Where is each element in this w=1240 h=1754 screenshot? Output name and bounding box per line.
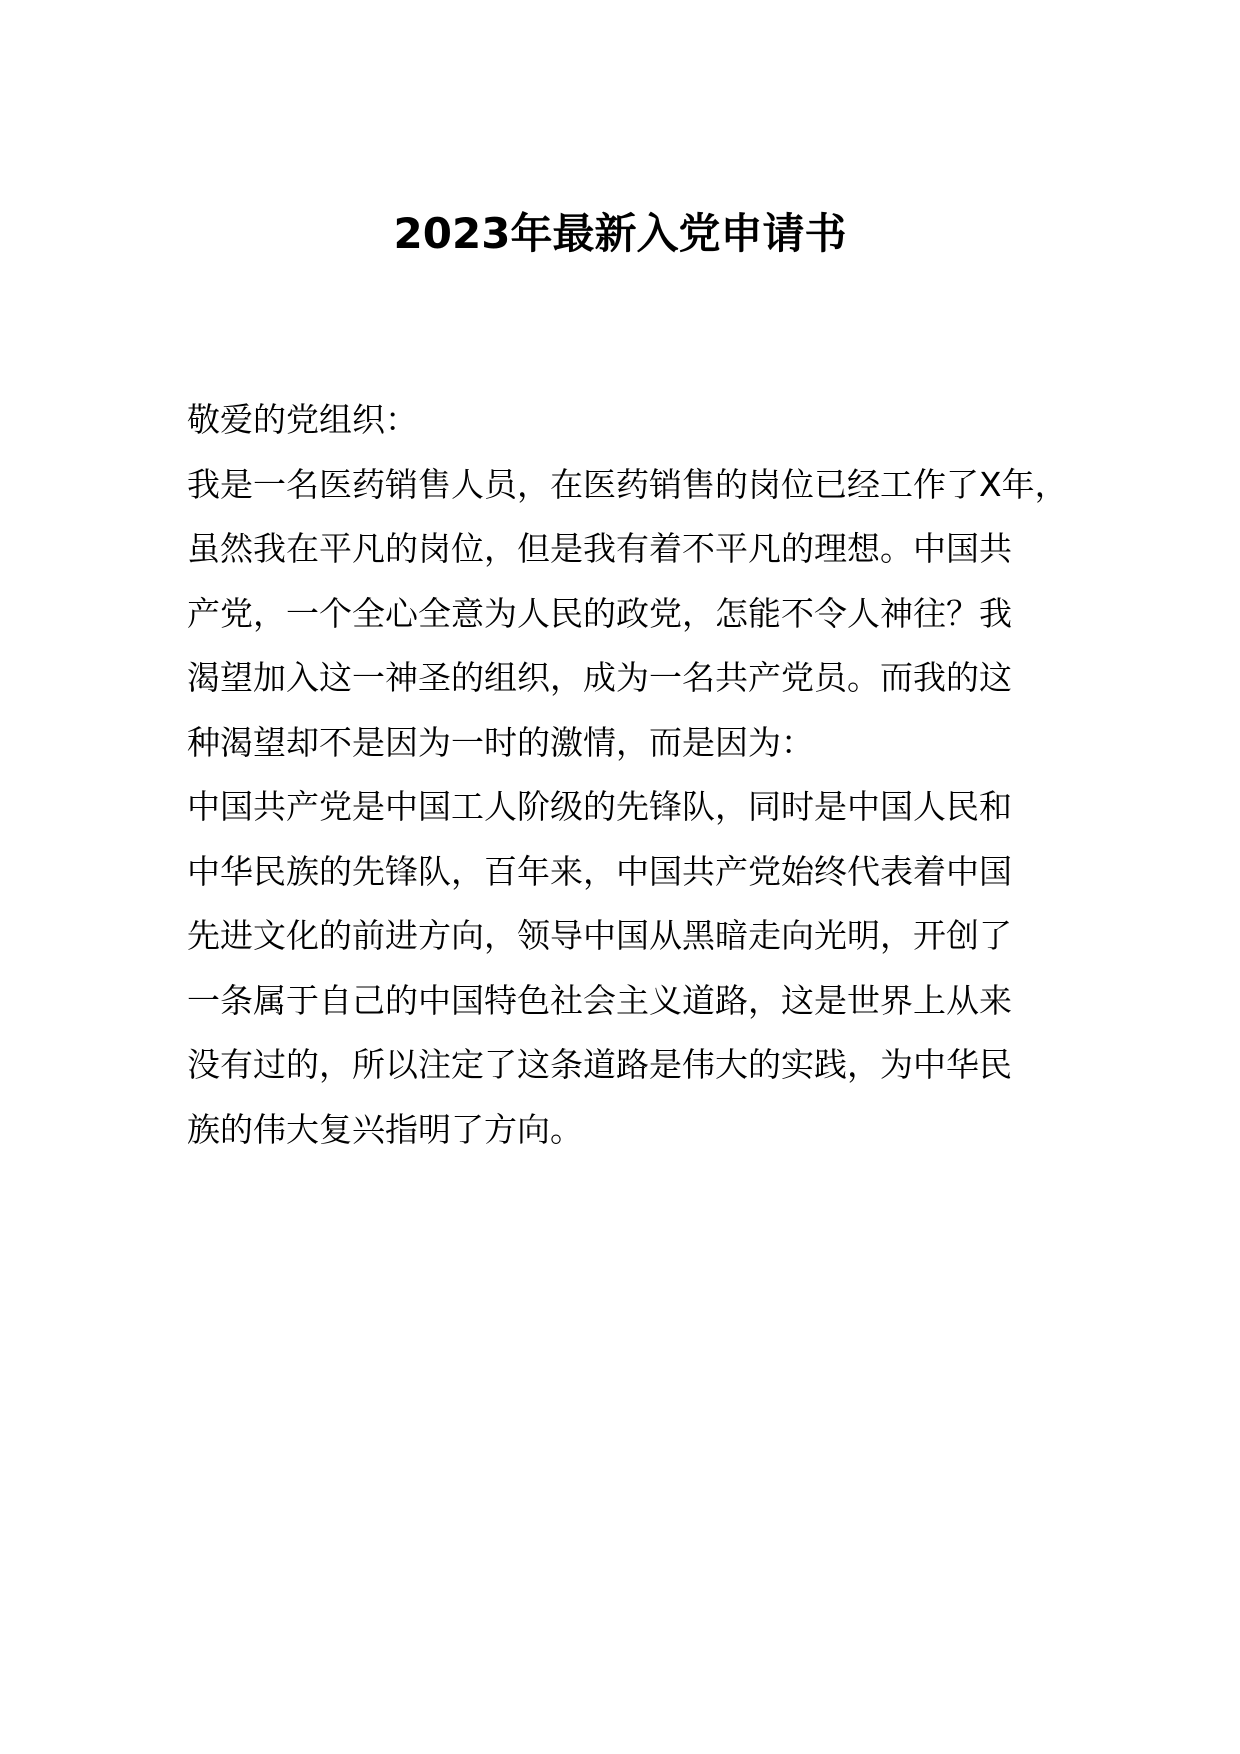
salutation: 敬爱的党组织： (187, 400, 418, 439)
document-title: 2023年最新入党申请书 (393, 209, 847, 258)
body-line: 我是一名医药销售人员，在医药销售的岗位已经工作了X年， (187, 464, 1068, 504)
body-line: 虽然我在平凡的岗位，但是我有着不平凡的理想。中国共 (187, 529, 1012, 568)
body-line: 没有过的，所以注定了这条道路是伟大的实践，为中华民 (187, 1045, 1012, 1084)
body-line: 先进文化的前进方向，领导中国从黑暗走向光明，开创了 (187, 916, 1012, 955)
body-line: 渴望加入这一神圣的组织，成为一名共产党员。而我的这 (187, 658, 1012, 697)
body-line: 种渴望却不是因为一时的激情，而是因为： (187, 722, 814, 762)
body-line: 产党，一个全心全意为人民的政党，怎能不令人神往？我 (187, 593, 1012, 633)
body-line: 一条属于自己的中国特色社会主义道路，这是世界上从来 (187, 980, 1012, 1020)
document-body (187, 388, 1087, 1162)
body-line: 族的伟大复兴指明了方向。 (187, 1109, 583, 1149)
body-line: 中华民族的先锋队，百年来，中国共产党始终代表着中国 (187, 851, 1012, 891)
body-line: 中国共产党是中国工人阶级的先锋队，同时是中国人民和 (187, 787, 1012, 826)
